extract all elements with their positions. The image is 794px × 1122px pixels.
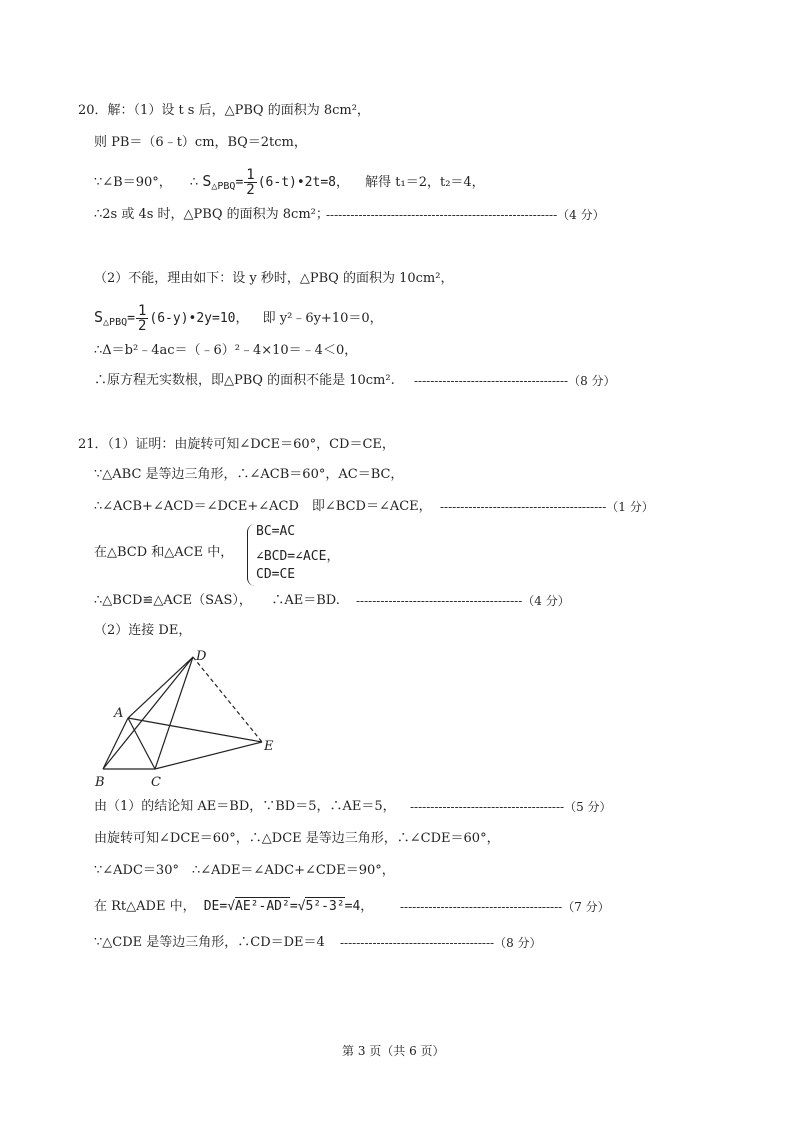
segment-ae bbox=[128, 718, 262, 742]
q20-equals: = bbox=[235, 175, 244, 190]
q20-line-8: ∴原方程无实数根，即△PBQ 的面积不能是 10cm². bbox=[94, 373, 395, 388]
q20-area-symbol: S bbox=[202, 172, 212, 190]
q20b-area-symbol: S bbox=[94, 308, 104, 326]
q21-eq-2: = bbox=[289, 899, 298, 914]
q20-area-expr: (6-t)•2t=8， bbox=[257, 175, 349, 190]
q21-score-7: ----------------------------------------（7 分） bbox=[400, 900, 610, 914]
q20-line-5: （2）不能，理由如下：设 y 秒时，△PBQ 的面积为 10cm²， bbox=[94, 271, 454, 286]
q20-line-1: 20．解：（1）设 t s 后，△PBQ 的面积为 8cm²， bbox=[78, 103, 370, 118]
q21-score-5: --------------------------------------（5 分） bbox=[410, 800, 612, 814]
q20-line-4: ∴2s 或 4s 时，△PBQ 的面积为 8cm²； bbox=[94, 207, 329, 222]
q20b-fraction-den: 2 bbox=[137, 318, 147, 334]
q21-score-8: --------------------------------------（8 分） bbox=[340, 936, 542, 950]
q21-line-10 bbox=[94, 898, 373, 916]
q21-line-2: ∵△ABC 是等边三角形，∴∠ACB＝60°，AC＝BC， bbox=[94, 467, 404, 482]
segment-de-dashed bbox=[193, 657, 262, 742]
q21-de-label: DE= bbox=[203, 899, 228, 914]
q20-therefore: ∴ bbox=[189, 175, 199, 190]
q20-score-8: --------------------------------------（8 分） bbox=[414, 374, 616, 388]
label-c: C bbox=[151, 775, 161, 790]
q21-sqrt-expr-2: 5²-3² bbox=[305, 899, 345, 914]
q20-solution: 解得 t₁＝2，t₂＝4， bbox=[365, 175, 485, 190]
q21-score-1: -----------------------------------------（1 分） bbox=[440, 500, 654, 514]
segment-ce bbox=[155, 742, 262, 769]
segment-cd bbox=[155, 657, 193, 769]
system-eq-2: ∠BCD=∠ACE， bbox=[256, 549, 340, 564]
q21-line-7: 由（1）的结论知 AE＝BD，∵BD＝5，∴AE＝5， bbox=[94, 799, 396, 814]
q20b-equation: 即 y²﹣6y+10＝0， bbox=[262, 311, 383, 326]
system-eq-3: CD=CE bbox=[256, 567, 296, 582]
q21-result: =4， bbox=[344, 899, 374, 914]
q21-line-9: ∵∠ADC＝30° ∴∠ADE＝∠ADC+∠CDE＝90°， bbox=[94, 863, 395, 878]
label-e: E bbox=[264, 739, 274, 754]
q20-angle-b: ∵∠B＝90°， bbox=[94, 175, 172, 190]
label-a: A bbox=[114, 706, 124, 721]
sqrt-sign-icon-2: √ bbox=[297, 899, 306, 914]
q20-line-2: 则 PB＝（6﹣t）cm，BQ＝2tcm， bbox=[94, 135, 307, 150]
q20b-equals: = bbox=[127, 311, 135, 326]
q21-line-8: 由旋转可知∠DCE＝60°，∴△DCE 是等边三角形，∴∠CDE＝60°， bbox=[94, 831, 500, 846]
q21-line-1: 21．（1）证明：由旋转可知∠DCE＝60°，CD＝CE， bbox=[78, 437, 395, 452]
q21-line-3: ∴∠ACB+∠ACD＝∠DCE+∠ACD 即∠BCD＝∠ACE， bbox=[94, 499, 432, 514]
q20-fraction-den: 2 bbox=[246, 182, 255, 198]
sqrt-sign-icon: √ bbox=[227, 899, 236, 914]
q21-line-6: （2）连接 DE， bbox=[94, 623, 192, 638]
q21-line-4: 在△BCD 和△ACE 中， bbox=[94, 545, 234, 560]
label-b: B bbox=[95, 775, 105, 790]
q20b-area-subscript: △PBQ bbox=[103, 317, 128, 328]
q21-line-5: ∴△BCD≌△ACE（SAS）， ∴AE＝BD. bbox=[94, 593, 340, 608]
q21-score-4: -----------------------------------------（4 分） bbox=[356, 594, 570, 608]
q21-line-11: ∵△CDE 是等边三角形，∴CD＝DE＝4 bbox=[94, 935, 325, 950]
q20-area-subscript: △PBQ bbox=[211, 181, 236, 192]
system-eq-1: BC=AC bbox=[256, 524, 296, 539]
label-d: D bbox=[196, 649, 207, 664]
q20-line-7: ∴Δ＝b²﹣4ac＝（﹣6）²﹣4×10＝﹣4＜0， bbox=[94, 343, 358, 358]
q20b-fraction-num: 1 bbox=[137, 303, 147, 319]
q21-rt-intro: 在 Rt△ADE 中， bbox=[94, 899, 196, 914]
q20-fraction-num: 1 bbox=[246, 167, 255, 183]
q20b-area-expr: (6-y)•2y=10， bbox=[149, 311, 249, 326]
q21-sqrt-expr-1: AE²-AD² bbox=[235, 899, 290, 914]
segment-ac bbox=[128, 718, 155, 769]
page-footer: 第 3 页（共 6 页） bbox=[342, 1044, 445, 1058]
q20-score-4: ---------------------------------------------------------（4 分） bbox=[326, 208, 605, 222]
